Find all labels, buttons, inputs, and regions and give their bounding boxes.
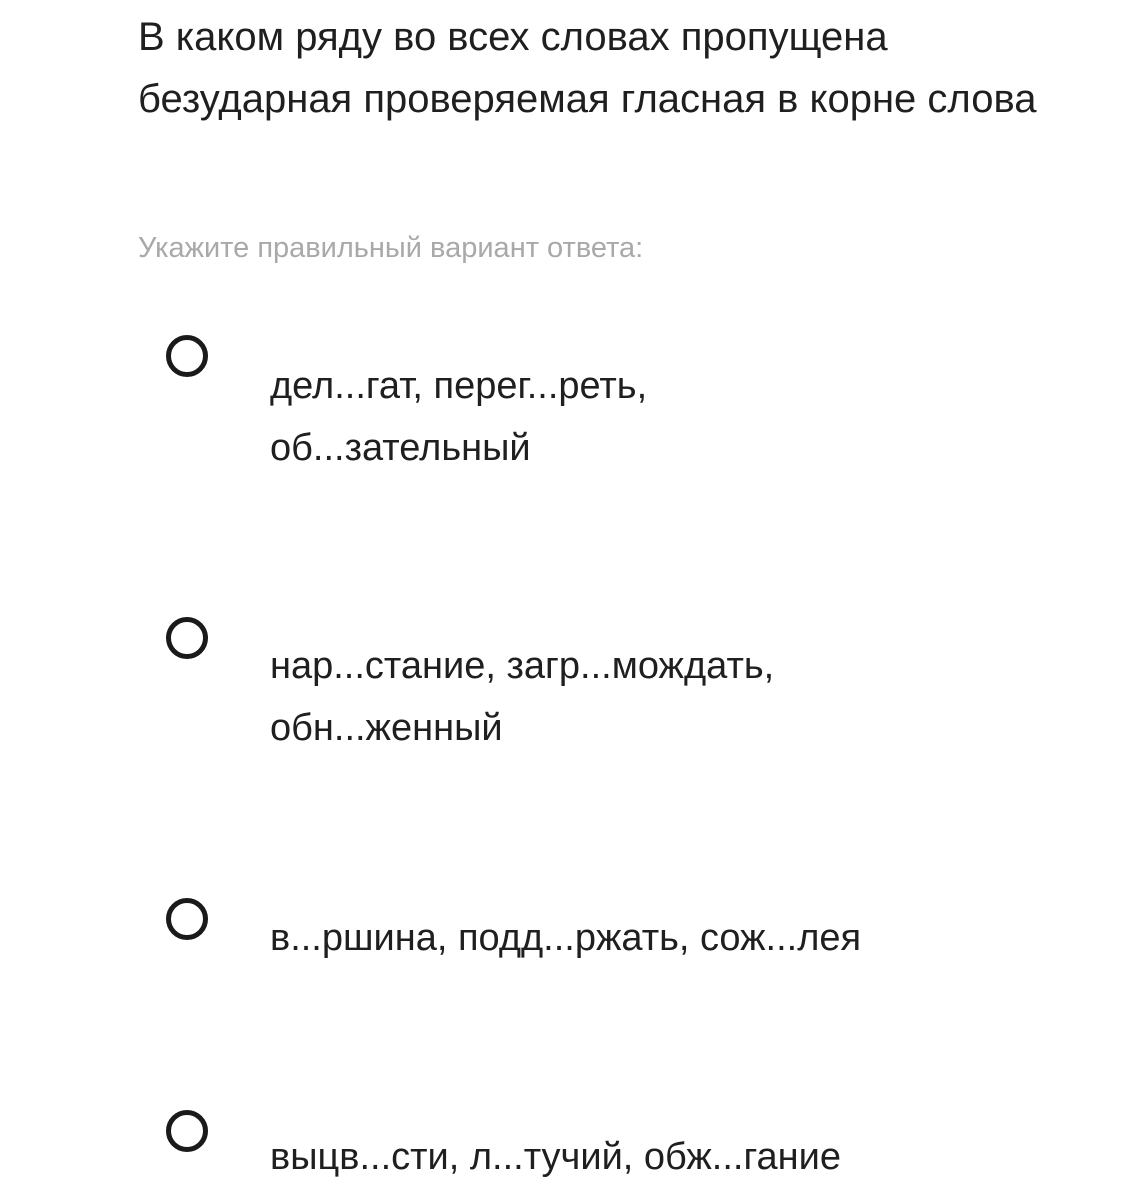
answer-option-label[interactable]: дел...гат, перег...реть, об...зательный <box>270 365 648 469</box>
radio-button-icon[interactable] <box>166 617 208 659</box>
radio-button-icon[interactable] <box>166 1110 208 1152</box>
answer-option-label[interactable]: нар...стание, загр...мождать, обн...женный <box>270 645 775 749</box>
answer-instruction: Укажите правильный вариант ответа: <box>138 232 644 264</box>
question-text: В каком ряду во всех словах пропущена безударная проверяемая гласная в корне слова <box>138 15 1037 121</box>
answer-option-label[interactable]: выцв...сти, л...тучий, обж...гание <box>270 1136 841 1178</box>
radio-button-icon[interactable] <box>166 335 208 377</box>
radio-button-icon[interactable] <box>166 898 208 940</box>
answer-option-label[interactable]: в...ршина, подд...ржать, сож...лея <box>270 917 862 959</box>
